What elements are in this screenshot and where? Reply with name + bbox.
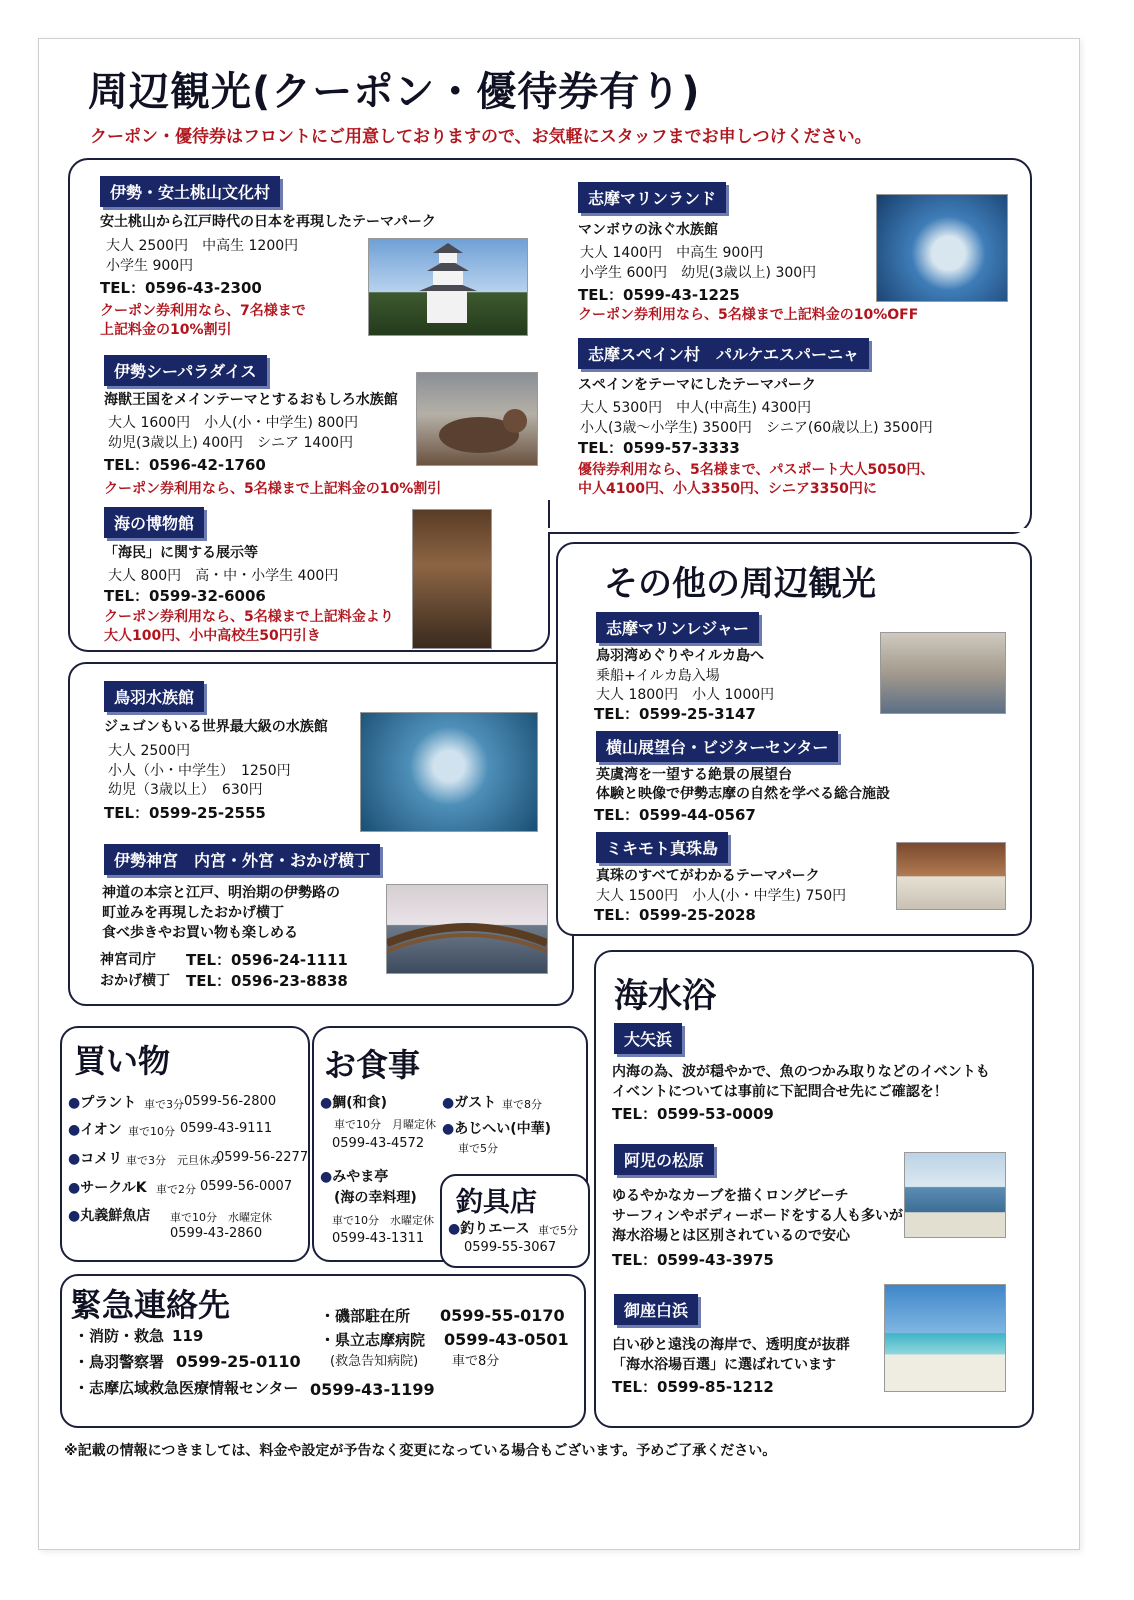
shop-item-komeri: ●コメリ (68, 1151, 123, 1167)
azuchi-price1: 大人 2500円 中高生 1200円 (106, 238, 299, 254)
shop-komeri-tel: 0599-56-2277 (216, 1150, 309, 1165)
shop-item-maruyoshi: ●丸義鮮魚店 (68, 1208, 151, 1224)
shop-komeri-info: 車で3分 元旦休み (126, 1154, 221, 1167)
jingu-desc2: 町並みを再現したおかげ横丁 (102, 905, 284, 921)
dining-ajihei: ●あじへい(中華) (442, 1121, 552, 1137)
azuchi-tel: TEL：0596-43-2300 (100, 279, 262, 297)
shop-aeon-tel: 0599-43-9111 (180, 1121, 273, 1136)
umihaku-note1: クーポン券利用なら、5名様まで上記料金より (104, 609, 394, 625)
jingu-tel2: TEL：0596-23-8838 (186, 972, 348, 990)
ajinomatsubara-desc3: 海水浴場とは区別されているので安心 (612, 1228, 850, 1244)
umihaku-title: 海の博物館 (104, 507, 204, 538)
emergency-hospital-sub: (救急告知病院) (330, 1354, 419, 1369)
marineland-price2: 小学生 600円 幼児(3歳以上) 300円 (580, 265, 817, 281)
jingu-desc1: 神道の本宗と江戸、明治期の伊勢路の (102, 885, 340, 901)
azuchi-castle-photo (368, 238, 528, 336)
shop-item-aeon: ●イオン (68, 1122, 122, 1138)
oyahama-desc2: イベントについては事前に下記問合せ先にご確認を！ (612, 1084, 948, 1100)
seaparadise-note1: クーポン券利用なら、5名様まで上記料金の10%割引 (104, 481, 442, 497)
leisure-desc2: 乗船+イルカ島入場 (596, 668, 720, 684)
shop-plant-info: 車で3分 (144, 1098, 184, 1111)
yokoyama-tel: TEL：0599-44-0567 (594, 806, 756, 824)
marineland-price1: 大人 1400円 中高生 900円 (580, 245, 764, 261)
umihaku-price1: 大人 800円 高・中・小学生 400円 (108, 568, 339, 584)
jingu-bridge-photo (386, 884, 548, 974)
spain-price2: 小人(3歳～小学生) 3500円 シニア(60歳以上) 3500円 (580, 420, 933, 436)
toba-price3: 幼児（3歳以上） 630円 (108, 782, 263, 798)
emergency-isobe-label: ・磯部駐在所 (320, 1307, 411, 1325)
emergency-medical-label: ・志摩広域救急医療情報センター (74, 1379, 299, 1397)
shop-maruyoshi-info: 車で10分 水曜定休 (170, 1211, 272, 1224)
castle-illustration (369, 239, 527, 335)
seaparadise-price1: 大人 1600円 小人(小・中学生) 800円 (108, 415, 359, 431)
ajinomatsubara-desc2: サーフィンやボディーボードをする人も多いが (612, 1208, 904, 1224)
toba-price2: 小人（小・中学生） 1250円 (108, 763, 291, 779)
shopping-heading: 買い物 (74, 1042, 171, 1080)
oyahama-desc1: 内海の為、波が穏やかで、魚のつかみ取りなどのイベントも (612, 1064, 990, 1080)
emergency-hospital-tel: 0599-43-0501 (444, 1330, 569, 1349)
marineland-desc: マンボウの泳ぐ水族館 (578, 222, 718, 238)
spain-tel: TEL：0599-57-3333 (578, 439, 740, 457)
shop-maruyoshi-tel: 0599-43-2860 (170, 1226, 263, 1241)
marineland-title: 志摩マリンランド (578, 182, 726, 213)
fishing-info: 車で5分 (538, 1224, 578, 1237)
azuchi-desc: 安土桃山から江戸時代の日本を再現したテーマパーク (100, 214, 436, 230)
spain-desc: スペインをテーマにしたテーマパーク (578, 377, 816, 393)
fishing-tel: 0599-55-3067 (464, 1240, 557, 1255)
mikimoto-title: ミキモト真珠島 (596, 832, 728, 863)
toba-dugong-photo (360, 712, 538, 832)
leisure-title: 志摩マリンレジャー (596, 612, 759, 643)
fishing-shop: ●釣りエース (448, 1221, 530, 1237)
leisure-desc1: 鳥羽湾めぐりやイルカ島へ (596, 648, 764, 664)
dining-tai-tel: 0599-43-4572 (332, 1136, 425, 1151)
seaparadise-tel: TEL：0596-42-1760 (104, 456, 266, 474)
dining-tai: ●鯛(和食) (320, 1095, 388, 1111)
mikimoto-desc: 真珠のすべてがわかるテーマパーク (596, 868, 820, 884)
umihaku-museum-photo (412, 509, 492, 649)
spain-note2: 中人4100円、小人3350円、シニア3350円に (578, 481, 877, 497)
azuchi-note2: 上記料金の10%割引 (100, 322, 232, 338)
jingu-title: 伊勢神宮 内宮・外宮・おかげ横丁 (104, 844, 380, 875)
page-title: 周辺観光(クーポン・優待券有り) (88, 69, 701, 115)
shop-circlek-tel: 0599-56-0007 (200, 1179, 293, 1194)
emergency-police-tel: 0599-25-0110 (176, 1352, 301, 1371)
spain-title: 志摩スペイン村 パルケエスパーニャ (578, 338, 869, 369)
page-subtitle: クーポン・優待券はフロントにご用意しておりますので、お気軽にスタッフまでお申しつけください。 (90, 127, 872, 147)
shop-plant-tel: 0599-56-2800 (184, 1094, 277, 1109)
jingu-tel1: TEL：0596-24-1111 (186, 951, 348, 969)
spain-price1: 大人 5300円 中人(中高生) 4300円 (580, 400, 812, 416)
dining-miyama-sub: (海の幸料理) (334, 1190, 417, 1206)
dining-gusto-info: 車で8分 (502, 1098, 542, 1111)
gozashirahama-tel: TEL：0599-85-1212 (612, 1378, 774, 1396)
shop-item-plant: ●プラント (68, 1095, 137, 1111)
dining-miyama: ●みやま亭 (320, 1169, 389, 1185)
emergency-isobe-tel: 0599-55-0170 (440, 1306, 565, 1325)
fishing-heading: 釣具店 (456, 1187, 537, 1218)
emergency-hospital-label: ・県立志摩病院 (320, 1331, 426, 1349)
seaparadise-desc: 海獣王国をメインテーマとするおもしろ水族館 (104, 392, 398, 408)
walrus-illustration (417, 373, 537, 465)
ajinomatsubara-beach-photo (904, 1152, 1006, 1238)
gozashirahama-beach-photo (884, 1284, 1006, 1392)
toba-desc: ジュゴンもいる世界最大級の水族館 (104, 719, 328, 735)
emergency-fire-label: ・消防・救急 (74, 1327, 165, 1345)
shop-aeon-info: 車で10分 (128, 1125, 175, 1138)
beach-heading: 海水浴 (614, 976, 716, 1016)
marineland-sunfish-photo (876, 194, 1008, 302)
spain-note1: 優待券利用なら、5名様まで、パスポート大人5050円、 (578, 462, 935, 478)
yokoyama-desc1: 英虞湾を一望する絶景の展望台 (596, 767, 792, 783)
emergency-heading: 緊急連絡先 (70, 1286, 231, 1324)
toba-price1: 大人 2500円 (108, 743, 191, 759)
dining-miyama-tel: 0599-43-1311 (332, 1231, 425, 1246)
umihaku-note2: 大人100円、小中高校生50円引き (104, 628, 321, 644)
jingu-tel1-label: 神宮司庁 (100, 952, 156, 968)
jingu-tel2-label: おかげ横丁 (100, 973, 170, 989)
gozashirahama-title: 御座白浜 (614, 1294, 698, 1325)
leisure-dolphin-photo (880, 632, 1006, 714)
dining-miyama-info: 車で10分 水曜定休 (332, 1214, 434, 1227)
emergency-police-label: ・鳥羽警察署 (74, 1353, 165, 1371)
oyahama-tel: TEL：0599-53-0009 (612, 1105, 774, 1123)
emergency-hospital-info: 車で8分 (452, 1354, 500, 1369)
seaparadise-title: 伊勢シーパラダイス (104, 355, 267, 386)
ajinomatsubara-title: 阿児の松原 (614, 1144, 714, 1175)
mikimoto-pearl-photo (896, 842, 1006, 910)
shop-item-circlek: ●サークルK (68, 1180, 147, 1196)
seaparadise-walrus-photo (416, 372, 538, 466)
azuchi-title: 伊勢・安土桃山文化村 (100, 176, 280, 207)
emergency-medical-tel: 0599-43-1199 (310, 1380, 435, 1399)
marineland-note1: クーポン券利用なら、5名様まで上記料金の10%OFF (578, 307, 919, 323)
umihaku-tel: TEL：0599-32-6006 (104, 587, 266, 605)
other-heading: その他の周辺観光 (604, 564, 876, 604)
gozashirahama-desc2: 「海水浴場百選」に選ばれています (612, 1357, 836, 1373)
azuchi-price2: 小学生 900円 (106, 258, 194, 274)
mikimoto-tel: TEL：0599-25-2028 (594, 906, 756, 924)
marineland-tel: TEL：0599-43-1225 (578, 286, 740, 304)
dining-heading: お食事 (324, 1046, 421, 1084)
toba-tel: TEL：0599-25-2555 (104, 804, 266, 822)
dining-tai-info: 車で10分 月曜定休 (334, 1118, 436, 1131)
leisure-price: 大人 1800円 小人 1000円 (596, 687, 775, 703)
shop-circlek-info: 車で2分 (156, 1183, 196, 1196)
leisure-tel: TEL：0599-25-3147 (594, 705, 756, 723)
yokoyama-title: 横山展望台・ビジターセンター (596, 731, 838, 762)
mikimoto-price: 大人 1500円 小人(小・中学生) 750円 (596, 888, 847, 904)
seaparadise-price2: 幼児(3歳以上) 400円 シニア 1400円 (108, 435, 354, 451)
umihaku-desc: 「海民」に関する展示等 (104, 545, 258, 561)
azuchi-note1: クーポン券利用なら、7名様まで (100, 303, 306, 319)
yokoyama-desc2: 体験と映像で伊勢志摩の自然を学べる総合施設 (596, 786, 890, 802)
gozashirahama-desc1: 白い砂と遠浅の海岸で、透明度が抜群 (612, 1337, 850, 1353)
dining-gusto: ●ガスト (442, 1095, 497, 1111)
ajinomatsubara-desc1: ゆるやかなカーブを描くロングビーチ (612, 1188, 849, 1204)
ajinomatsubara-tel: TEL：0599-43-3975 (612, 1251, 774, 1269)
oyahama-title: 大矢浜 (614, 1023, 682, 1054)
toba-title: 鳥羽水族館 (104, 681, 204, 712)
footer-note: ※記載の情報につきましては、料金や設定が予告なく変更になっている場合もございます。予めご了承ください。 (64, 1443, 777, 1459)
dining-ajihei-info: 車で5分 (458, 1142, 498, 1155)
bridge-illustration (387, 885, 547, 973)
emergency-fire-tel: 119 (172, 1327, 204, 1345)
jingu-desc3: 食べ歩きやお買い物も楽しめる (102, 925, 298, 941)
